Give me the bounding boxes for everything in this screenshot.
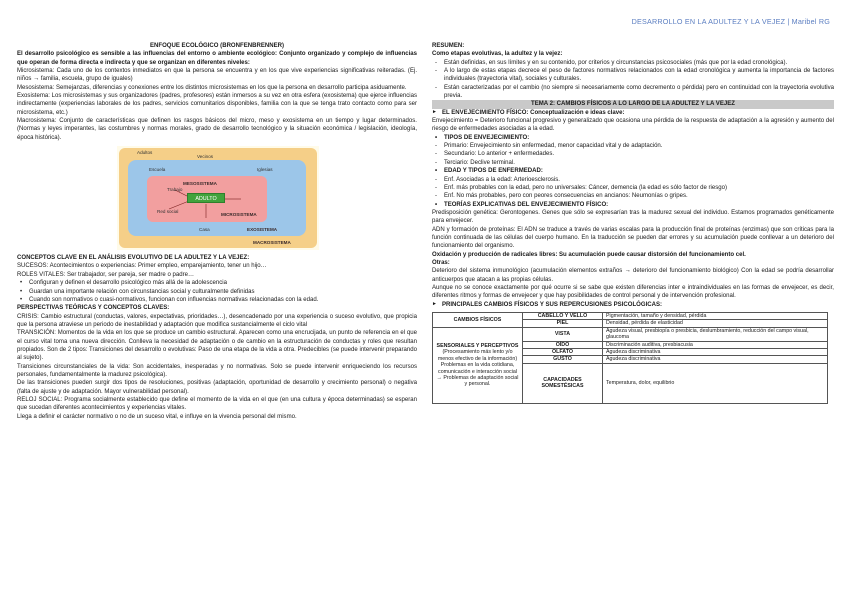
label-casa: Casa <box>199 227 210 233</box>
roles-list <box>17 279 417 304</box>
paragraph-oxidacion: Oxidación y producción de radicales libres: Su acumulación puede causar distorsión del funcionamiento cel. <box>432 251 746 258</box>
section-title-teorias: • TEORÍAS EXPLICATIVAS DEL ENVEJECIMIENTO FÍSICO: <box>432 201 834 209</box>
list-item: - Enf. Asociadas a la edad: Arterioesclerosis. <box>432 176 834 184</box>
paragraph-caracter-normativo: Llega a definir el carácter normativo o no de un suceso vital, e influye en la vivencia personal del mismo. <box>17 413 297 420</box>
tema2-title: TEMA 2: CAMBIOS FÍSICOS A LO LARGO DE LA ADULTEZ Y LA VEJEZ <box>432 100 834 108</box>
table-cell-sensoriales <box>433 327 523 403</box>
label-vecinos: Vecinos <box>197 154 214 160</box>
right-column <box>432 42 834 404</box>
table-cell: Temperatura, dolor, equilibrio <box>603 363 828 403</box>
tipos-heading-list <box>432 134 834 142</box>
section-title-principales: ► PRINCIPALES CAMBIOS FÍSICOS Y SUS REPERCUSIONES PSICOLÓGICAS: <box>432 301 834 309</box>
paragraph-aunque: Aunque no se conoce exactamente por qué ocurre si se sabe que existen diferencias inter e intraindividuales en las formas de envejecer, es decir, diferentes ritmos y formas de envejecer y que hay posibilidades de control personal y de intervención profesional. <box>432 284 834 300</box>
table-cell: OÍDO <box>523 341 603 348</box>
list-item: • Configuran y definen el desarrollo psicológico más allá de la adolescencia <box>17 279 417 287</box>
paragraph-roles: ROLES VITALES: Ser trabajador, ser pareja, ser madre o padre… <box>17 271 195 278</box>
table-cell: CAMBIOS FÍSICOS <box>433 313 523 328</box>
paragraph-envejecimiento: Envejecimiento = Deterioro funcional progresivo y generalizado que ocasiona una pérdida de la respuesta de adaptación a la agresión y aumento del riesgo de enfermedades asociadas a la edad. <box>432 118 834 133</box>
table-cell: VISTA <box>523 327 603 341</box>
table-cell: Pigmentación, tamaño y densidad, pérdida <box>603 313 828 320</box>
table-cell: GUSTO <box>523 356 603 363</box>
section-title-conceptos: CONCEPTOS CLAVE EN EL ANÁLISIS EVOLUTIVO DE LA ADULTEZ Y LA VEJEZ: <box>17 255 250 262</box>
table-cell: CABELLO Y VELLO <box>523 313 603 320</box>
paragraph-macrosistema: Macrosistema: Conjunto de características que definen los rasgos básicos del micro, meso y exosistema en un tiempo y lugar determinados. (Normas y leyes imperantes, las costumbres y normas morales, grado de desarrollo tecnológico y la situación económica / legislación, ideología, época histórica). <box>17 118 417 141</box>
label-mesosistema: MESOSISTEMA <box>183 181 217 187</box>
list-item: - Enf. más probables con la edad, pero no universales: Cáncer, demencia (la edad es sólo factor de riesgo) <box>432 184 834 192</box>
table-row <box>433 327 828 341</box>
section-title-edad: • EDAD Y TIPOS DE ENFERMEDAD: <box>432 167 834 175</box>
adulto-center-box: ADULTO <box>187 193 225 203</box>
section-title-perspectivas: PERSPECTIVAS TEÓRICAS Y CONCEPTOS CLAVES: <box>17 305 170 312</box>
edad-list <box>432 176 834 201</box>
teorias-heading-list <box>432 201 834 209</box>
label-macrosistema: MACROSISTEMA <box>253 240 291 246</box>
document-header: DESARROLLO EN LA ADULTEZ Y LA VEJEZ | Maribel RG <box>631 17 830 26</box>
paragraph-sucesos: SUCESOS: Acontecimientos o experiencias: Primer empleo, emparejamiento, tener un hijo… <box>17 263 267 270</box>
table-row <box>433 313 828 320</box>
sensoriales-label: SENSORIALES Y PERCEPTIVOS <box>436 342 519 349</box>
label-iglesias: Iglesias <box>257 167 273 173</box>
paragraph-predisposicion: Predisposición genética: Gerontogenes. Genes que sólo se expresarían tras la madurez sexual del individuo. Estamos programados genéticamente para envejecer. <box>432 209 834 225</box>
paragraph-crisis: CRISIS: Cambio estructural (conductas, valores, expectativas, prioridades…), desencadenado por una experiencia o suceso evolutivo, que propicia que la persona atraviese un periodo de inestabilidad y adaptación que modifica sustancialmente el ciclo vital <box>17 313 417 328</box>
list-item: - A lo largo de estas etapas decrece el peso de factores normativos relacionados con la edad cronológica y aumenta la importancia de factores individuales (trayectoria vital), sociales y culturales. <box>432 67 834 84</box>
table-cell: PIEL <box>523 320 603 327</box>
table-cell: OLFATO <box>523 349 603 356</box>
table-cell: Discriminación auditiva, presbiacusia <box>603 341 828 348</box>
list-item: - Terciario: Declive terminal. <box>432 159 834 167</box>
label-microsistema: MICROSISTEMA <box>221 212 257 218</box>
paragraph-adn: ADN y formación de proteínas: El ADN se traduce a través de varias escalas para la producción final de proteínas (enzimas) que son críticas para la función continuada de las células del cuerpo humano. En la traducción se pueden dar errores y su acumulación puede conllevar a un deterioro del funcionamiento del organismo. <box>432 226 834 250</box>
sensoriales-note: (Procesamiento más lento y/o menos efectivo de la información) Problemas en la vida cotidiana, comunicación e interacción social → Problemas de adaptación social y personal. <box>436 349 519 388</box>
label-exosistema: EXOSISTEMA <box>247 227 278 233</box>
paragraph-transiciones-circunstanciales: Transiciones circunstanciales de la vida: Son accidentales, inesperadas y no normativas. Solo se puede intervenir enriqueciendo los recursos personales, fundamentalmente la madurez psicológica). <box>17 363 417 378</box>
table-cell: Agudeza visual, presbiopía o presbicia, deslumbramiento, reducción del campo visual, glaucoma <box>603 327 828 341</box>
paragraph-otras: Otras: <box>432 259 450 266</box>
label-adultos: Adultos <box>137 150 153 156</box>
label-red-social: Red social <box>157 209 179 215</box>
label-escuela: Escuela <box>149 167 166 173</box>
list-item: - Están caracterizadas por el cambio (no siempre si necesariamente como decremento o pérdida) pero en continuidad con la trayectoria evolutiva previa. <box>432 84 834 101</box>
paragraph-intro: El desarrollo psicológico es sensible a las influencias del entorno o ambiente ecológico: Conjunto organizado y complejo de influencias que operan de forma directa e indirecta y que se organizan en diferentes niveles: <box>17 51 417 66</box>
left-column <box>17 42 417 421</box>
resumen-list <box>432 59 834 101</box>
paragraph-transicion: TRANSICIÓN: Momentos de la vida en los que se produce un cambio estructural. Aparecen como una encrucijada, un punto de referencia en el que el curso vital toma una nueva dirección. Conlleva la necesidad de adaptación o de cambio en la estructuración de conductas y roles que resultan propiados. Son de 2 tipos: Transiciones del desarrollo o evolutivas: Paso de una etapa de la vida a otra. Predecibles (se puede intervenir preparando al sujeto). <box>17 330 417 362</box>
paragraph-resumen-intro: Como etapas evolutivas, la adultez y la vejez: <box>432 51 563 58</box>
paragraph-microsistema: Microsistema: Cada uno de los contextos inmediatos en que la persona se encuentra y en los que vive experiencias significativas reiteradas. (Ej. niños → familia, escuela, grupo de iguales) <box>17 68 417 83</box>
cambios-fisicos-table <box>432 312 828 404</box>
edad-heading-list <box>432 167 834 175</box>
section-title-resumen: RESUMEN: <box>432 43 465 49</box>
list-item: • Cuando son normativos o cuasi-normativos, funcionan con influencias normativas relacionadas con la edad. <box>17 296 417 304</box>
list-item: - Están definidas, en sus límites y en su contenido, por criterios y circunstancias psicosociales (más que por la edad cronológica). <box>432 59 834 67</box>
list-item: • Guardan una importante relación con circunstancias social y culturalmente definidas <box>17 288 417 296</box>
list-item: - Enf. No más probables, pero con peores consecuencias en ancianos: Neumonías o gripes. <box>432 192 834 200</box>
table-cell: Agudeza discriminativa <box>603 349 828 356</box>
paragraph-deterioro: Deterioro del sistema inmunológico (acumulación elementos extraños → deterioro del funcionamiento biológico) Con la edad se podría desarrollar anticuerpos que atacan a las propias células. <box>432 268 834 283</box>
list-item: - Primario: Envejecimiento sin enfermedad, menor capacidad vital y de adaptación. <box>432 142 834 150</box>
table-cell: Densidad, pérdida de elasticidad <box>603 320 828 327</box>
section-title-envejecimiento: ► EL ENVEJECIMIENTO FÍSICO: Conceptualización e ideas clave: <box>432 109 834 117</box>
table-cell: Agudeza discriminativa <box>603 356 828 363</box>
list-item: - Secundario: Lo anterior + enfermedades. <box>432 150 834 158</box>
paragraph-resoluciones: De las transiciones pueden surgir dos tipos de resoluciones, positivas (adaptación, oportunidad de desarrollo y crecimiento personal) o negativa (falta de ajuste y de adaptación. Mayor vulnerabilidad personal). <box>17 380 417 395</box>
paragraph-reloj-social: RELOJ SOCIAL: Programa socialmente establecido que define el momento de la vida en el que (en una cultura y época determinadas) se esperan que sucedan diferentes acontecimientos y experiencias vitales. <box>17 396 417 412</box>
ecological-diagram <box>117 146 319 250</box>
paragraph-exosistema: Exosistema: Los microsistemas y sus organizadores (padres, profesores) están inmersos a su vez en otra esfera (exosistema) que ejerce influencias indirectamente (experiencias laborales de los padres, servicios comunitarios disponibles, familia con la que se tenga trato contacto como para ser microsistema, etc.) <box>17 93 417 116</box>
section-title-tipos: • TIPOS DE ENVEJECIMIENTO: <box>432 134 834 142</box>
tipos-list <box>432 142 834 167</box>
table-cell: CAPACIDADES SOMESTÉSICAS <box>523 363 603 403</box>
section-title-ecologico: ENFOQUE ECOLÓGICO (BRONFENBRENNER) <box>149 43 285 49</box>
label-trabajo: Trabajo <box>167 187 183 193</box>
paragraph-mesosistema: Mesosistema: Semejanzas, diferencias y conexiones entre los distintos microsistemas en los que la persona en desarrollo participa asiduamente. <box>17 84 407 91</box>
